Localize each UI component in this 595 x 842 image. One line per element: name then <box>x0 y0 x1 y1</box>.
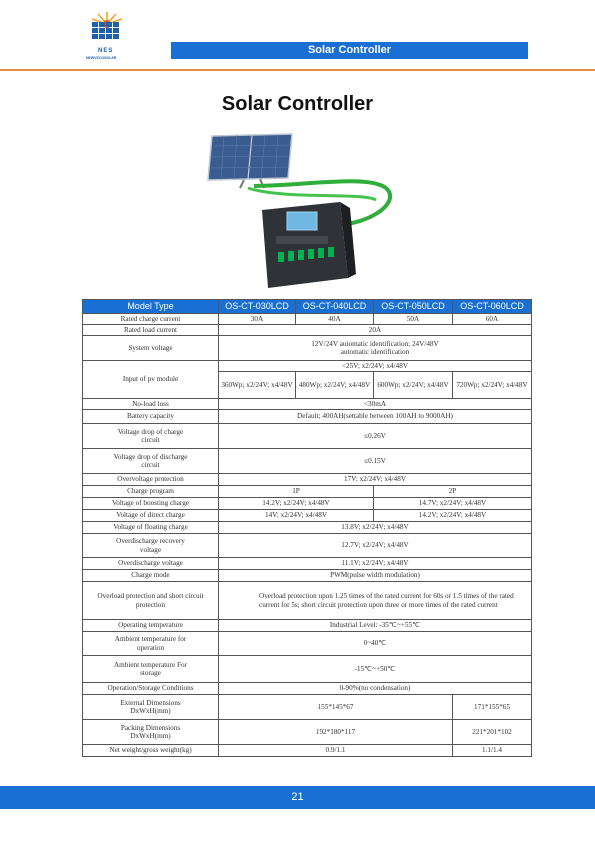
header-cell: OS-CT-040LCD <box>296 300 374 314</box>
row-label: Voltage of direct charge <box>83 510 219 522</box>
row-label: Rated charge current <box>83 314 219 325</box>
row-label: Charge program <box>83 486 219 498</box>
table-row <box>83 424 532 449</box>
table-row <box>83 325 532 336</box>
table-row <box>83 336 532 361</box>
cell: 600Wp; x2/24V; x4/48V <box>374 372 453 399</box>
cell: 17V; x2/24V; x4/48V <box>219 474 532 486</box>
cell: 2P <box>374 486 532 498</box>
cell: 14.7V; x2/24V; x4/48V <box>374 498 532 510</box>
cell: 14.2V; x2/24V; x4/48V <box>219 498 374 510</box>
cell: 1.1/1.4 <box>453 745 532 757</box>
row-label: Rated load current <box>83 325 219 336</box>
header-cell: OS-CT-060LCD <box>453 300 532 314</box>
table-row <box>83 720 532 745</box>
cell: 12.7V; x2/24V; x4/48V <box>219 534 532 558</box>
row-label: Ambient temperature for operation <box>83 632 219 656</box>
footer-bar <box>0 786 595 809</box>
cell: PWM(pulse width modulation) <box>219 570 532 582</box>
row-label: Packing Dimensions DxWxH(mm) <box>83 720 219 745</box>
table-row <box>83 656 532 683</box>
spec-table <box>82 299 532 757</box>
row-label: No-load loss <box>83 399 219 410</box>
row-label: Overload protection and short circuit protection <box>83 582 219 620</box>
header-cell: OS-CT-050LCD <box>374 300 453 314</box>
row-label: System voltage <box>83 336 219 361</box>
cell: Overload protection upon 1.25 times of the rated current for 60s or 1.5 times of the rated current for 5s; short circuit protection upon three or more times of the rated current <box>219 582 532 620</box>
brand-logo <box>84 10 130 62</box>
page-title: Solar Controller <box>221 93 374 115</box>
table-row <box>83 558 532 570</box>
row-label: Overdischarge voltage <box>83 558 219 570</box>
table-row <box>83 314 532 325</box>
table-row <box>83 510 532 522</box>
cell: 50A <box>374 314 453 325</box>
table-row <box>83 474 532 486</box>
cell: <25V; x2/24V; x4/48V <box>219 361 532 372</box>
cell: 0~40℃ <box>219 632 532 656</box>
cell: 14V; x2/24V; x4/48V <box>219 510 374 522</box>
row-label: Voltage of boosting charge <box>83 498 219 510</box>
row-label: Voltage of floating charge <box>83 522 219 534</box>
cell: 171*155*65 <box>453 695 532 720</box>
row-label: Overdischarge recovery voltage <box>83 534 219 558</box>
row-label: Operation/Storage Conditions <box>83 683 219 695</box>
table-row <box>83 399 532 410</box>
brand-subname: NEWVECOSOLAR <box>86 56 117 60</box>
cell: <30mA <box>219 399 532 410</box>
page-number: 21 <box>291 791 304 803</box>
cell: ≤0.26V <box>219 424 532 449</box>
row-label: Voltage drop of discharge circuit <box>83 449 219 474</box>
cell: Default; 400AH(settable between 100AH to 9000AH) <box>219 410 532 424</box>
row-label: Net weight/gross weight(kg) <box>83 745 219 757</box>
header-title: Solar Controller <box>171 42 528 59</box>
cell: 192*180*117 <box>219 720 453 745</box>
table-row <box>83 745 532 757</box>
table-row <box>83 522 532 534</box>
cell: 221*201*102 <box>453 720 532 745</box>
table-row <box>83 534 532 558</box>
header-divider <box>0 69 595 71</box>
table-row <box>83 486 532 498</box>
table-row <box>83 620 532 632</box>
table-row <box>83 683 532 695</box>
table-row <box>83 361 532 372</box>
cell: 13.8V; x2/24V; x4/48V <box>219 522 532 534</box>
cell: 480Wp; x2/24V; x4/48V <box>296 372 374 399</box>
cell: 60A <box>453 314 532 325</box>
cell: 155*145*67 <box>219 695 453 720</box>
cell: 0-90%(no condensation) <box>219 683 532 695</box>
cell: 0.9/1.1 <box>219 745 453 757</box>
row-label: Ambient temperature For storage <box>83 656 219 683</box>
row-label: Overvoltage protection <box>83 474 219 486</box>
table-row <box>83 632 532 656</box>
cell: ≤0.15V <box>219 449 532 474</box>
table-row <box>83 695 532 720</box>
cell: 30A <box>219 314 296 325</box>
solar-controller-image <box>204 128 394 298</box>
header-cell: OS-CT-030LCD <box>219 300 296 314</box>
panel-grid-icon <box>92 22 119 39</box>
table-row <box>83 582 532 620</box>
row-label: External Dimensions DxWxH(mm) <box>83 695 219 720</box>
table-row <box>83 570 532 582</box>
table-row <box>83 410 532 424</box>
row-label: Voltage drop of charge circuit <box>83 424 219 449</box>
cell: 1P <box>219 486 374 498</box>
cell: -15℃~+50℃ <box>219 656 532 683</box>
row-label: Charge mode <box>83 570 219 582</box>
table-row <box>83 449 532 474</box>
cell: 20A <box>219 325 532 336</box>
cell: 720Wp; x2/24V; x4/48V <box>453 372 532 399</box>
cell: Industrial Level: -35℃~+55℃ <box>219 620 532 632</box>
cell: 11.1V; x2/24V; x4/48V <box>219 558 532 570</box>
row-label: Input of pv module <box>83 361 219 399</box>
cell: 360Wp; x2/24V; x4/48V <box>219 372 296 399</box>
cell: 14.2V; x2/24V; x4/48V <box>374 510 532 522</box>
table-row <box>83 498 532 510</box>
cell: 12V/24V automatic identification; 24V/48V automatic identification <box>219 336 532 361</box>
header-cell: Model Type <box>83 300 219 314</box>
brand-name: NES <box>98 48 114 54</box>
cell: 40A <box>296 314 374 325</box>
table-header-row <box>83 300 532 314</box>
row-label: Battery capacity <box>83 410 219 424</box>
row-label: Operating temperature <box>83 620 219 632</box>
